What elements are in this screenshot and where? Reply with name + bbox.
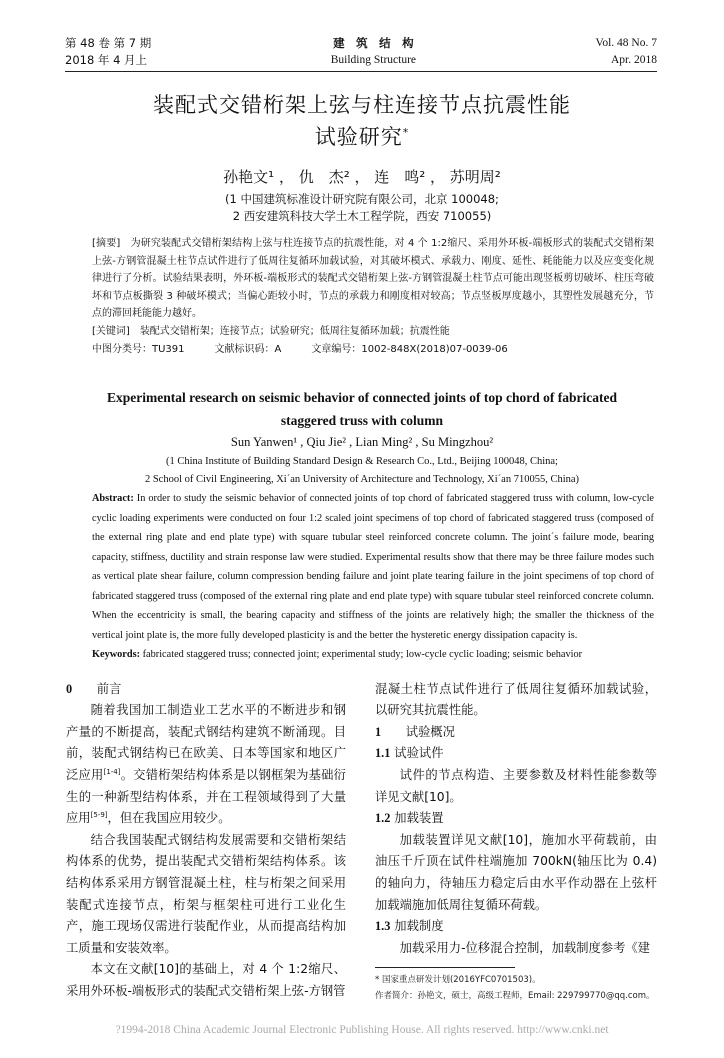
section-0-heading bbox=[66, 679, 346, 701]
section-number: 1.3 bbox=[375, 919, 391, 934]
abstract-text: 为研究装配式交错桁架结构上弦与柱连接节点的抗震性能，对 4 个 1:2缩尺、采用外环板-端板形式的装配式交错桁架上弦-方钢管混凝土柱节点试件进行了低周往复循环加载试验，对其破坏模式、承载力、刚度、延性、耗能能力以及应变变化规律进行了分析。试验结果表明，外环板-端板形式的装配式交错桁架上弦-方钢管混凝土柱节点可能出现竖板剪切破坏、柱压弯破坏和节点板撕裂 3 种破坏模式；当偏心距较小时，节点的承载力和刚度相对较高；节点竖板厚度越小，其塑性发展越充分，节点的滞回耗能能力越好。 bbox=[92, 238, 655, 320]
body-left-column bbox=[66, 679, 346, 1003]
affiliations-cn bbox=[0, 191, 724, 225]
keywords-en-text: fabricated staggered truss; connected joint; experimental study; low-cycle cyclic loading; seismic behavior bbox=[142, 649, 583, 661]
paragraph-text: ，但在我国应用较少。 bbox=[107, 811, 231, 826]
issue-date: 2018 年 4 月上 bbox=[65, 53, 148, 67]
citation: [5-9] bbox=[90, 811, 108, 820]
section-number: 1.2 bbox=[375, 811, 391, 826]
affiliations-en bbox=[0, 453, 724, 489]
date-en: Apr. 2018 bbox=[610, 54, 657, 66]
paragraph: 试件的节点构造、主要参数及材料性能参数等详见文献[10]。 bbox=[375, 768, 657, 804]
section-title: 试验概况 bbox=[405, 724, 455, 739]
body-columns bbox=[66, 679, 657, 1005]
footnotes bbox=[375, 972, 657, 1004]
article-number: 文章编号：1002-848X(2018)07-0039-06 bbox=[311, 343, 508, 355]
running-header bbox=[65, 35, 657, 69]
paragraph: 本文在文献[10]的基础上，对 4 个 1:2缩尺、采用外环板-端板形式的装配式交错桁架上弦-方钢管 bbox=[66, 962, 346, 998]
abstract-cn bbox=[92, 235, 654, 358]
authors-en: Sun Yanwen¹ , Qiu Jie² , Lian Ming² , Su Mingzhou² bbox=[230, 435, 494, 450]
document-code: 文献标识码：A bbox=[214, 343, 282, 355]
affiliation-en-1: (1 China Institute of Building Standard Design & Research Co., Ltd., Beijing 100048, China; bbox=[166, 456, 558, 468]
title-en-line-2: staggered truss with column bbox=[280, 413, 444, 429]
abstract-en-text: In order to study the seismic behavior of connected joints of top chord of fabricated staggered truss with column, low-cycle cyclic loading experiments were conducted on four 1:2 scaled joint specimens of top chord of fabricated staggered truss (composed of the external ring plate and end plate type) with square tubular steel reinforced concrete column. The joint´s failure mode, bearing capacity, stiffness, ductility and strain response law were studied. Experimental results show that there may be three failure modes such as vertical plate shear failure, column compression bending failure and joint plate tearing failure in the joint specimens of top chord of fabricated staggered truss (composed of the external ring plate and end plate type) with square tubular steel reinforced concrete column. When the eccentricity is small, the bearing capacity and stiffness of the joints are relatively high; the smaller the thickness of the vertical joint plate is, the more fully developed plasticity is and the better the hysteretic energy dissipation capacity is. bbox=[92, 493, 655, 641]
affiliation-2: 2 西安建筑科技大学土木工程学院，西安 710055) bbox=[232, 209, 492, 223]
section-title: 前言 bbox=[96, 681, 122, 696]
journal-name-en: Building Structure bbox=[330, 54, 417, 66]
classification-row bbox=[92, 341, 654, 359]
cnki-watermark: ?1994-2018 China Academic Journal Electronic Publishing House. All rights reserved. http://www.cnki.net bbox=[115, 1024, 609, 1037]
title-line-1: 装配式交错桁架上弦与柱连接节点抗震性能 bbox=[153, 93, 571, 117]
paragraph bbox=[66, 700, 346, 830]
volume-issue: 第 48 卷 第 7 期 bbox=[65, 36, 152, 50]
section-title: 加载装置 bbox=[394, 811, 444, 826]
paragraph: 加载采用力-位移混合控制，加载制度参考《建 bbox=[399, 940, 650, 955]
keywords-en-label: Keywords: bbox=[92, 649, 141, 661]
section-number: 0 bbox=[66, 681, 73, 696]
section-number: 1.1 bbox=[375, 746, 391, 761]
volume-en bbox=[596, 35, 657, 69]
title-footnote-mark: * bbox=[402, 126, 410, 139]
paper-title-cn bbox=[0, 89, 724, 153]
paragraph: 混凝土柱节点试件进行了低周往复循环加载试验，以研究其抗震性能。 bbox=[375, 681, 657, 718]
affiliation-en-2: 2 School of Civil Engineering, Xi´an University of Architecture and Technology, Xi´an 710055, China) bbox=[144, 474, 580, 486]
section-1-2-heading bbox=[375, 808, 657, 830]
clc-number: 中图分类号：TU391 bbox=[92, 343, 185, 355]
paragraph-text: 随着我国加工制造业工艺水平的不断进步和钢产量的不断提高，装配式钢结构建筑不断涌现。目前，装配式钢结构已在欧美、日本等国家和地区广泛应用 bbox=[66, 703, 346, 783]
abstract-en bbox=[92, 489, 654, 665]
volume-number-en: Vol. 48 No. 7 bbox=[595, 37, 657, 49]
author-bio: 作者简介：孙艳文，硕士，高级工程师，Email: 229799770@qq.com。 bbox=[375, 991, 655, 1002]
affiliation-1: (1 中国建筑标准设计研究院有限公司，北京 100048; bbox=[225, 192, 499, 206]
paragraph: 加载装置详见文献[10]，施加水平荷载前，由油压千斤顶在试件柱端施加 700kN(轴压比为 0.4)的轴向力，待轴压力稳定后由水平作动器在上弦杆加载端施加低周往复循环荷载。 bbox=[375, 832, 657, 912]
citation: [1-4] bbox=[103, 767, 121, 776]
paragraph: 结合我国装配式钢结构发展需要和交错桁架结构体系的优势，提出装配式交错桁架结构体系。该结构体系采用方钢管混凝土柱，柱与桁架之间采用装配式连接节点，桁架与框架柱可进行工业化生产，施工现场仅需进行装配作业，从而提高结构加工质量和安装效率。 bbox=[66, 832, 346, 955]
keywords-label: [关键词] bbox=[92, 325, 130, 337]
abstract-label: [摘要] bbox=[92, 238, 121, 249]
paragraph-text: 。交错桁架结构体系是以钢框架为基础衍生的一种新型结构体系，并在工程领域得到了大量应用 bbox=[66, 768, 346, 826]
funding-note: * 国家重点研发计划(2016YFC0701503)。 bbox=[375, 975, 541, 986]
issue-info bbox=[65, 35, 151, 69]
section-1-3-heading bbox=[375, 916, 657, 938]
section-1-heading bbox=[375, 722, 657, 744]
section-number: 1 bbox=[375, 724, 382, 739]
abstract-en-label: Abstract: bbox=[92, 493, 134, 505]
journal-name bbox=[331, 35, 416, 69]
authors-cn: 孙艳文¹ ， 仇 杰² ， 连 鸣² ， 苏明周² bbox=[223, 168, 501, 186]
body-right-area bbox=[375, 679, 657, 1005]
journal-name-cn: 建 筑 结 构 bbox=[333, 36, 414, 50]
section-title: 加载制度 bbox=[394, 919, 444, 934]
body-right-column bbox=[375, 679, 657, 960]
title-line-2: 试验研究 bbox=[314, 125, 403, 149]
paper-title-en bbox=[0, 386, 724, 432]
header-rule bbox=[65, 71, 657, 72]
section-title: 试验试件 bbox=[394, 746, 444, 761]
section-1-1-heading bbox=[375, 743, 657, 765]
keywords-text: 装配式交错桁架；连接节点；试验研究；低周往复循环加载；抗震性能 bbox=[139, 325, 450, 337]
footnote-rule bbox=[375, 967, 515, 968]
title-en-line-1: Experimental research on seismic behavior of connected joints of top chord of fabricated bbox=[107, 390, 617, 406]
